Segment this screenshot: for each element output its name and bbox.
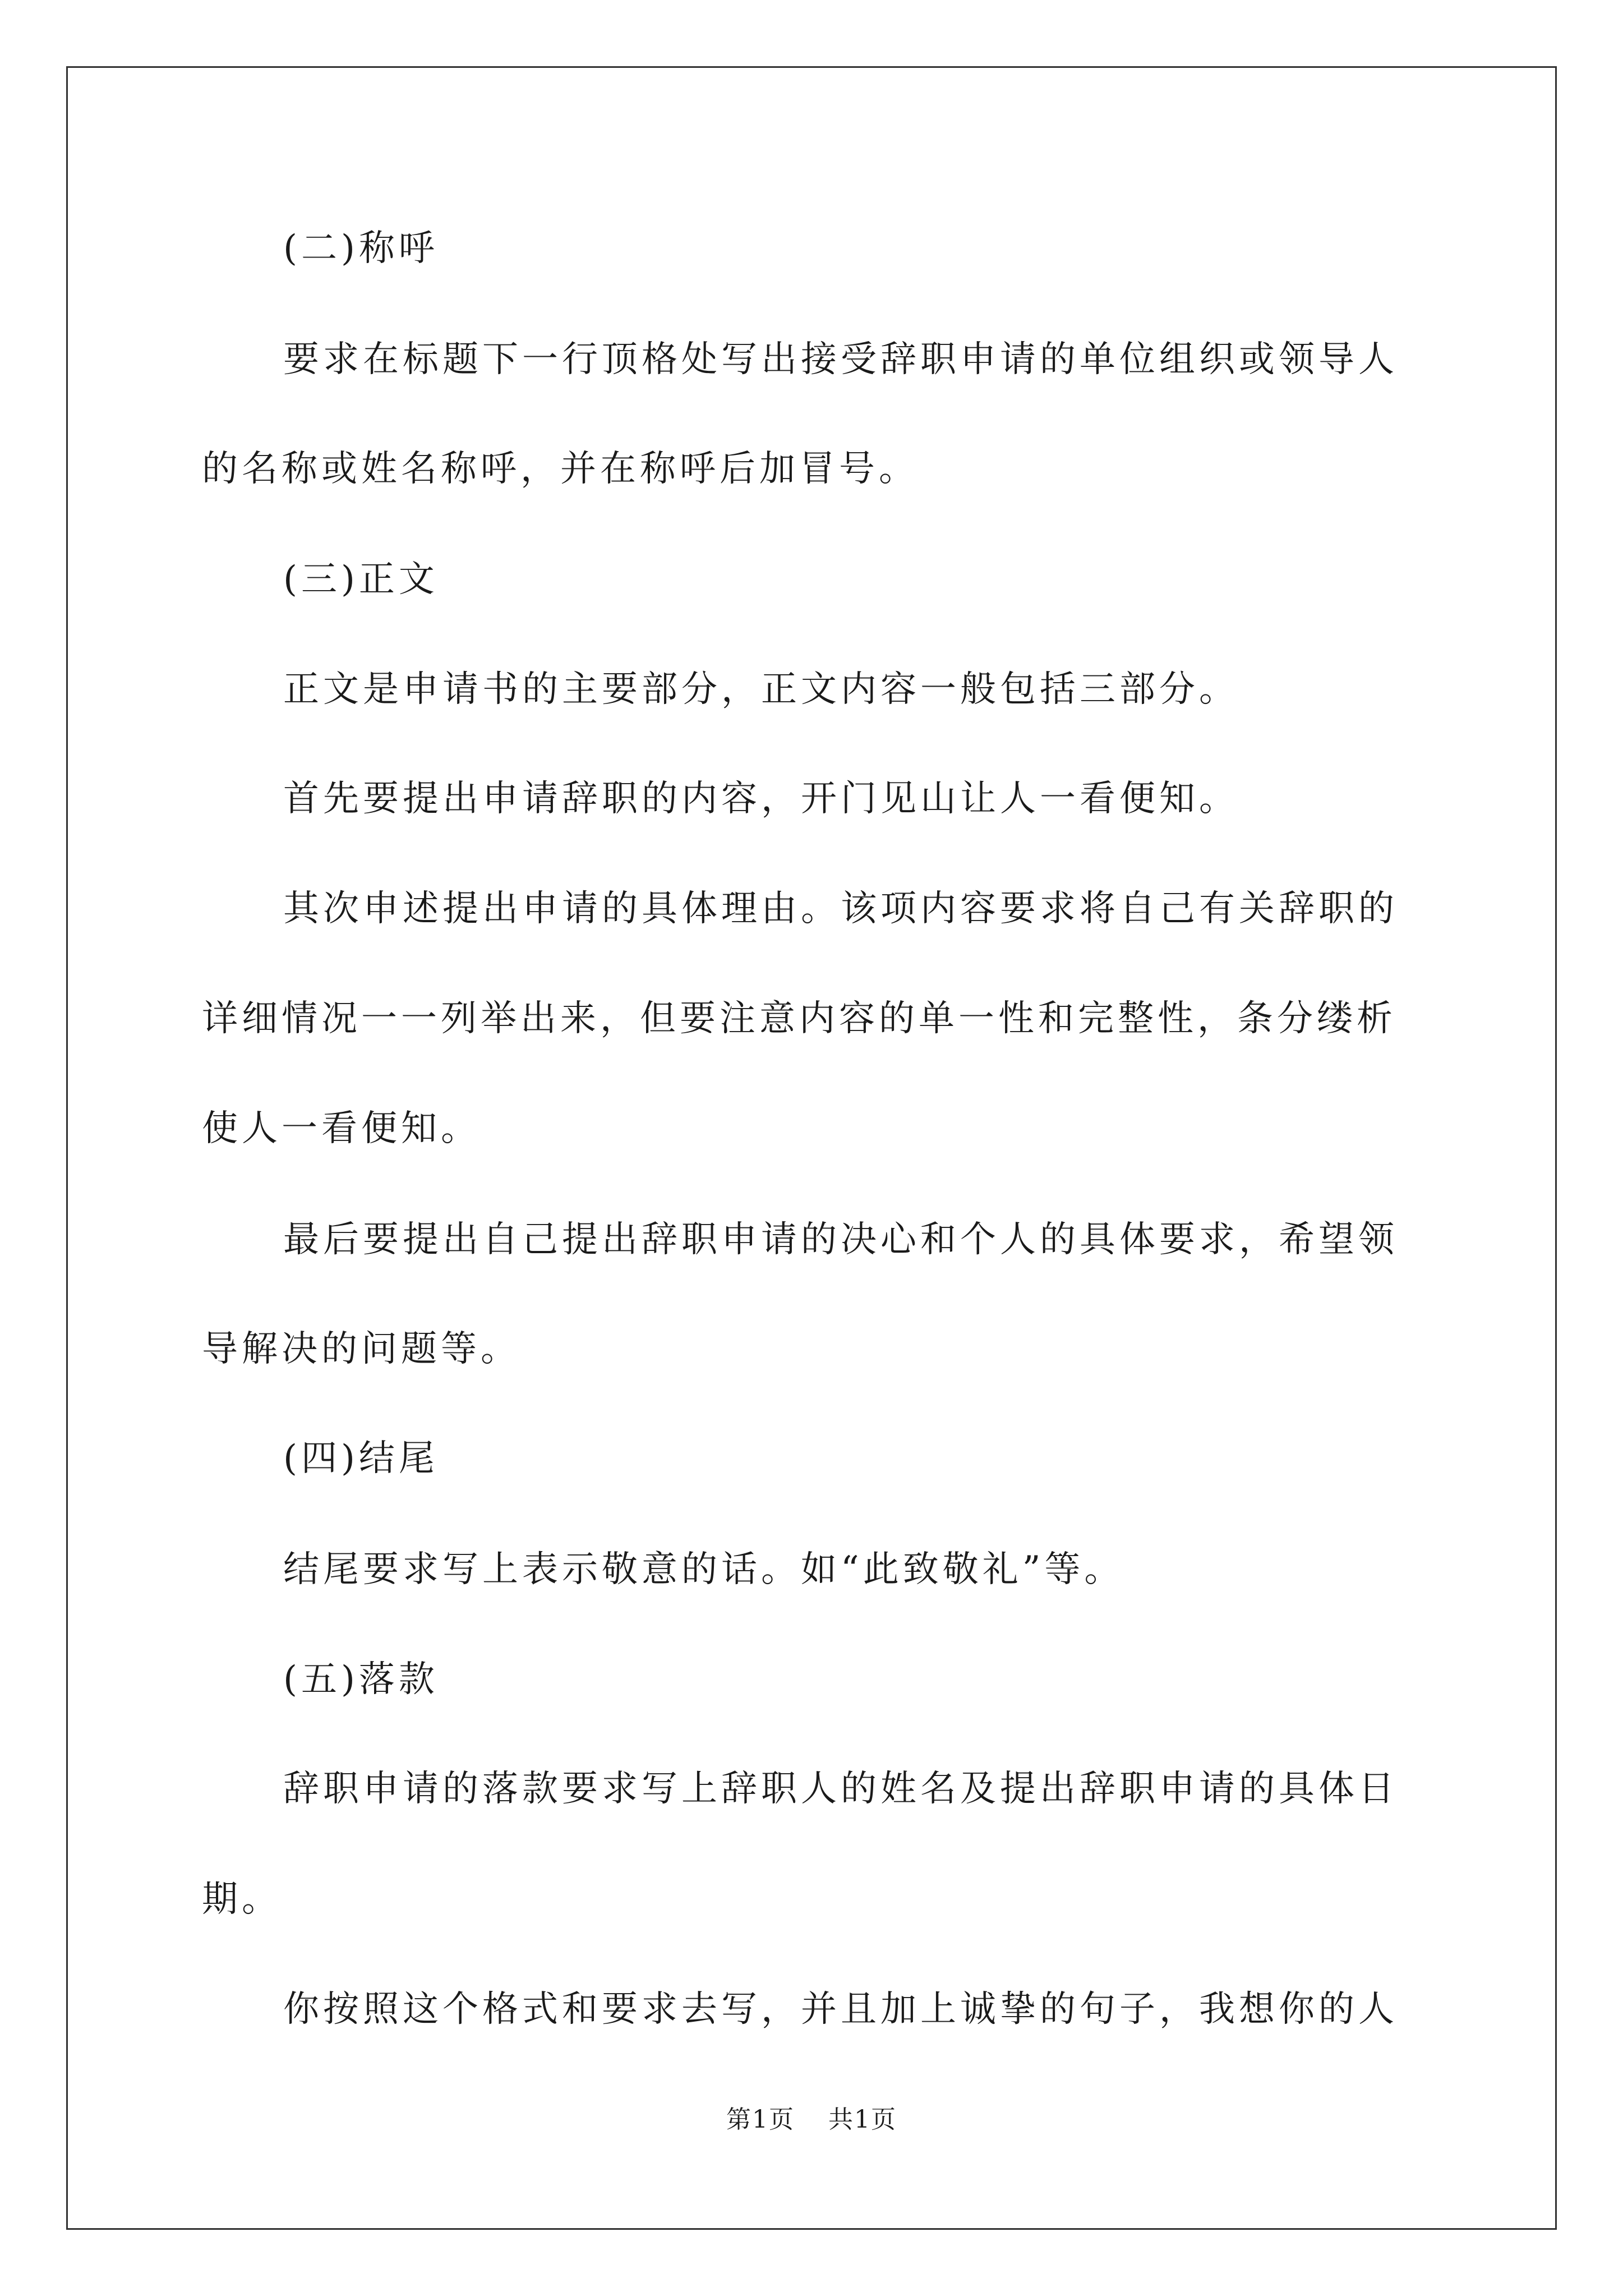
paragraph-line: 其次申述提出申请的具体理由。该项内容要求将自己有关辞职的 <box>283 888 1398 930</box>
page-number-current: 第1页 <box>726 2105 795 2134</box>
paragraph-line: 最后要提出自己提出辞职申请的决心和个人的具体要求，希望领 <box>283 1219 1398 1260</box>
page-footer <box>0 2105 1623 2134</box>
paragraph-line: 辞职申请的落款要求写上辞职人的姓名及提出辞职申请的具体日 <box>283 1768 1398 1810</box>
heading-signature: (五)落款 <box>283 1659 439 1700</box>
heading-salutation: (二)称呼 <box>283 228 439 269</box>
paragraph-line: 导解决的问题等。 <box>202 1328 520 1370</box>
heading-closing: (四)结尾 <box>283 1438 439 1479</box>
paragraph-line: 你按照这个格式和要求去写，并且加上诚挚的句子，我想你的人 <box>283 1989 1398 2030</box>
page-number-total: 共1页 <box>828 2105 897 2134</box>
paragraph-line: 的名称或姓名称呼，并在称呼后加冒号。 <box>202 448 919 490</box>
paragraph-line: 首先要提出申请辞职的内容，开门见山让人一看便知。 <box>283 778 1239 820</box>
heading-body: (三)正文 <box>283 559 439 600</box>
paragraph-line: 要求在标题下一行顶格处写出接受辞职申请的单位组织或领导人 <box>283 339 1398 380</box>
paragraph-line: 正文是申请书的主要部分，正文内容一般包括三部分。 <box>283 669 1239 710</box>
paragraph-line: 结尾要求写上表示敬意的话。如“此致敬礼”等。 <box>283 1549 1124 1590</box>
paragraph-line: 使人一看便知。 <box>202 1108 481 1149</box>
paragraph-line: 期。 <box>202 1879 282 1920</box>
paragraph-line: 详细情况一一列举出来，但要注意内容的单一性和完整性，条分缕析 <box>202 998 1396 1039</box>
